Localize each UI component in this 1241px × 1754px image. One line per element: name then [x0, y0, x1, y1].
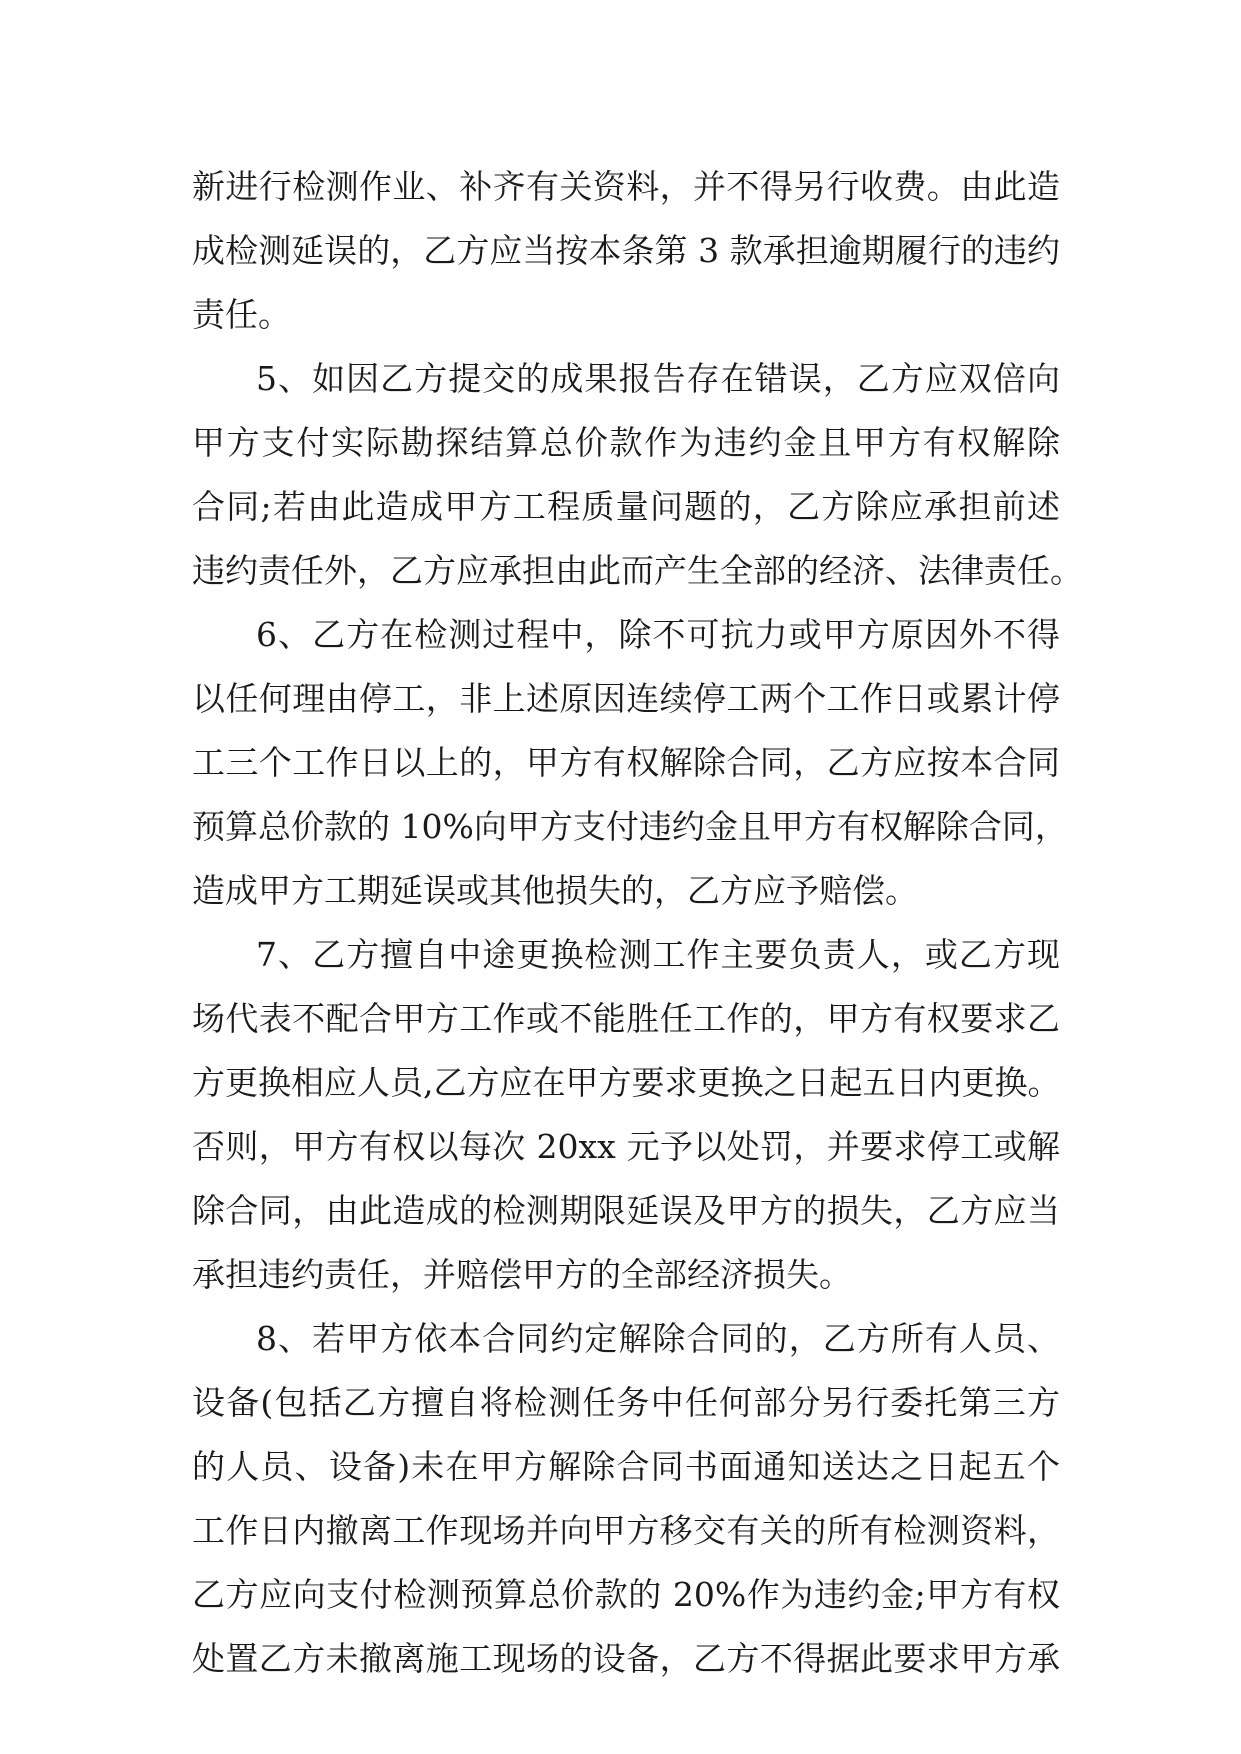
text-line: 新进行检测作业、补齐有关资料，并不得另行收费。由此造 — [192, 167, 1060, 206]
text-line: 场代表不配合甲方工作或不能胜任工作的，甲方有权要求乙 — [192, 999, 1060, 1038]
paragraph-7-first-line: 7、乙方擅自中途更换检测工作主要负责人，或乙方现 — [256, 935, 1060, 974]
document-body — [192, 155, 1083, 1691]
paragraph-6-first-line: 6、乙方在检测过程中，除不可抗力或甲方原因外不得 — [256, 615, 1060, 654]
text-line: 工作日内撤离工作现场并向甲方移交有关的所有检测资料， — [192, 1511, 1060, 1550]
text-line: 承担违约责任，并赔偿甲方的全部经济损失。 — [192, 1255, 852, 1294]
text-line: 合同;若由此造成甲方工程质量问题的，乙方除应承担前述 — [192, 487, 1060, 526]
text-line: 违约责任外，乙方应承担由此而产生全部的经济、法律责任。 — [192, 551, 1083, 590]
text-line: 甲方支付实际勘探结算总价款作为违约金且甲方有权解除 — [192, 423, 1060, 462]
text-line: 成检测延误的，乙方应当按本条第 3 款承担逾期履行的违约 — [192, 231, 1060, 270]
text-line: 方更换相应人员,乙方应在甲方要求更换之日起五日内更换。 — [192, 1063, 1061, 1102]
text-line: 责任。 — [192, 295, 291, 334]
text-line: 否则，甲方有权以每次 20xx 元予以处罚，并要求停工或解 — [192, 1127, 1060, 1166]
text-line: 造成甲方工期延误或其他损失的，乙方应予赔偿。 — [192, 871, 918, 910]
text-line: 预算总价款的 10%向甲方支付违约金且甲方有权解除合同， — [192, 807, 1068, 846]
text-line: 以任何理由停工，非上述原因连续停工两个工作日或累计停 — [192, 679, 1060, 718]
text-line: 工三个工作日以上的，甲方有权解除合同，乙方应按本合同 — [192, 743, 1060, 782]
text-line: 的人员、设备)未在甲方解除合同书面通知送达之日起五个 — [192, 1447, 1060, 1486]
text-line: 设备(包括乙方擅自将检测任务中任何部分另行委托第三方 — [192, 1383, 1060, 1422]
text-line: 处置乙方未撤离施工现场的设备，乙方不得据此要求甲方承 — [192, 1639, 1060, 1678]
text-line: 除合同，由此造成的检测期限延误及甲方的损失，乙方应当 — [192, 1191, 1060, 1230]
text-line: 乙方应向支付检测预算总价款的 20%作为违约金;甲方有权 — [192, 1575, 1060, 1614]
paragraph-5-first-line: 5、如因乙方提交的成果报告存在错误，乙方应双倍向 — [256, 359, 1060, 398]
paragraph-8-first-line: 8、若甲方依本合同约定解除合同的，乙方所有人员、 — [256, 1319, 1060, 1358]
